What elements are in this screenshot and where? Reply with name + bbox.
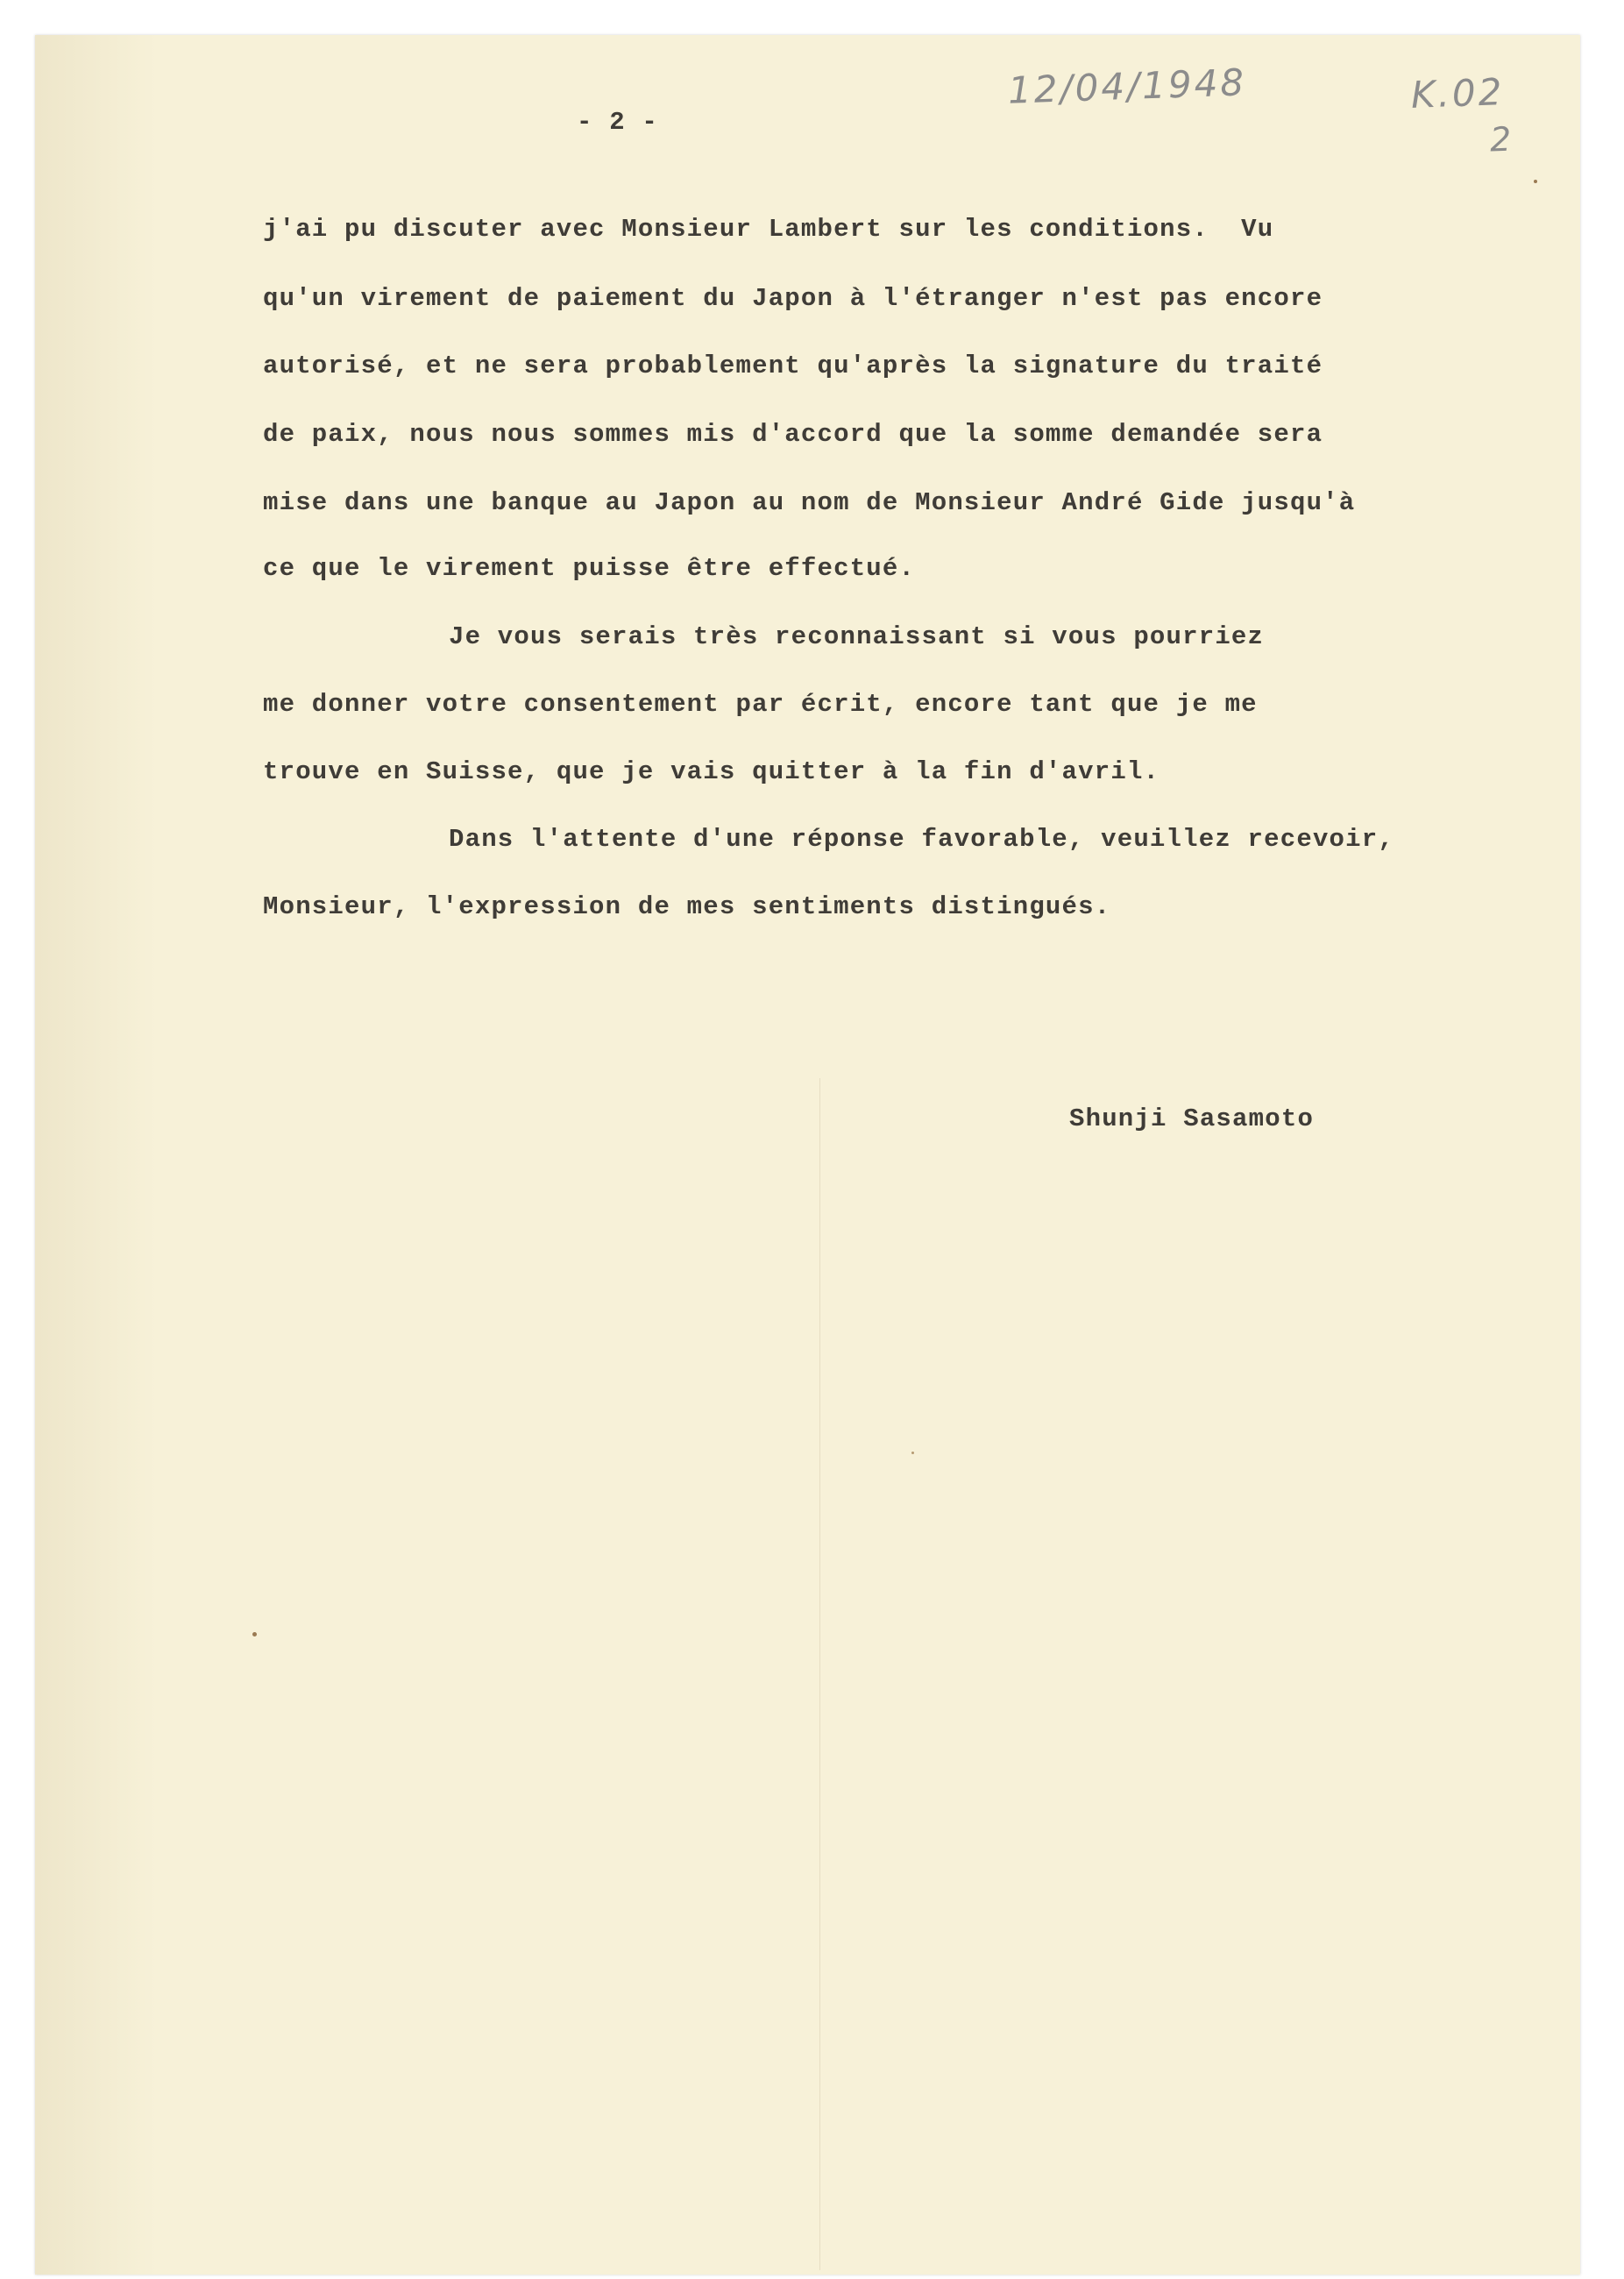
body-line: Je vous serais très reconnaissant si vous pourriez [449, 622, 1265, 651]
body-line: trouve en Suisse, que je vais quitter à la fin d'avril. [263, 757, 1160, 786]
paper-edge-shading [35, 35, 158, 2275]
paper-speck [1534, 180, 1537, 183]
body-line: j'ai pu discuter avec Monsieur Lambert sur les conditions. Vu [263, 215, 1274, 244]
body-line: de paix, nous nous sommes mis d'accord que la somme demandée sera [263, 420, 1323, 449]
archive-sheet-annotation: 2 [1489, 119, 1514, 160]
body-line: mise dans une banque au Japon au nom de Monsieur André Gide jusqu'à [263, 488, 1356, 517]
archive-date-annotation: 12/04/1948 [1007, 60, 1247, 112]
signature-name: Shunji Sasamoto [1069, 1104, 1315, 1133]
body-line: me donner votre consentement par écrit, encore tant que je me [263, 690, 1258, 719]
body-line: qu'un virement de paiement du Japon à l'étranger n'est pas encore [263, 284, 1323, 313]
page-number: - 2 - [577, 108, 659, 137]
paper-fold-line [819, 1078, 820, 2270]
body-line: ce que le virement puisse être effectué. [263, 554, 916, 583]
body-line: Dans l'attente d'une réponse favorable, veuillez recevoir, [449, 825, 1394, 854]
paper-speck [911, 1452, 914, 1454]
paper-speck [252, 1632, 257, 1636]
archive-reference-annotation: K.02 [1410, 70, 1506, 117]
body-line: autorisé, et ne sera probablement qu'après la signature du traité [263, 351, 1323, 380]
body-line: Monsieur, l'expression de mes sentiments distingués. [263, 892, 1111, 921]
